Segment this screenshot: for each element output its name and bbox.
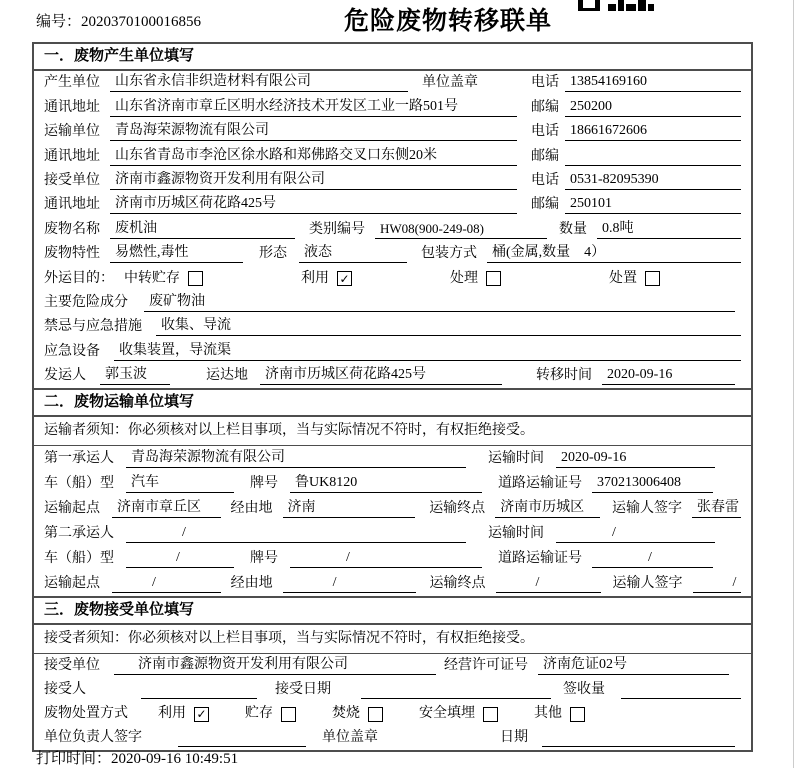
purpose-option-transit-storage [124,270,203,288]
transfer-time-value: 2020-09-16 [602,366,735,385]
disposal-option-label: 贮存 [245,706,273,722]
sign-qty-value [621,680,741,699]
measures-label: 禁忌与应急措施 [44,319,142,335]
carrier1-vehicle-row [34,471,751,496]
section2-title: 二．废物运输单位填写 [34,388,751,417]
carrier2-terminus-value: / [496,574,601,593]
section2-body [34,446,751,596]
producer-phone-value: 13854169160 [565,73,741,92]
carrier1-sign-value: 张春雷 [692,499,741,518]
terminus-label: 运输终点 [429,501,486,517]
producer-value: 山东省永信非织造材料有限公司 [110,73,408,92]
purpose-option-treatment [450,270,501,288]
category-label: 类别编号 [309,221,365,237]
carrier1-value: 青岛海荣源物流有限公司 [126,449,466,468]
receiver-address-value: 济南市历城区荷花路425号 [110,195,517,214]
plate-label: 牌号 [250,551,278,567]
disposal-option-landfill [419,705,498,723]
disposal-incineration-checkbox [368,707,383,722]
head-sign-value [178,728,306,747]
hazard-components-row [34,291,751,315]
carrier1-terminus-value: 济南市历城区 [495,499,600,518]
carrier2-row [34,521,751,546]
carrier2-route-row [34,571,751,596]
purpose-option-reuse [301,270,352,288]
reuse-checkbox: ✓ [337,271,352,286]
postcode-label: 邮编 [531,197,559,213]
transporter-value: 青岛海荣源物流有限公司 [110,122,517,141]
traits-value: 易燃性,毒性 [110,244,243,263]
carrier2-label: 第二承运人 [44,526,114,542]
receiver-row [34,169,751,193]
measures-value: 收集、导流 [156,317,741,336]
carrier1-via-value: 济南 [283,499,416,518]
purpose-option-disposal [609,270,660,288]
receiver-notice: 接受者须知：你必须核对以上栏目事项，当与实际情况不符时，有权拒绝接受。 [34,625,751,654]
receiver-postcode-group [531,195,741,214]
traits-label: 废物特性 [44,246,100,262]
section3-title: 三．废物接受单位填写 [34,596,751,625]
receiver-label: 接受单位 [44,172,100,188]
disposal-storage-checkbox [281,707,296,722]
producer-address-row [34,95,751,119]
address-label: 通讯地址 [44,148,100,164]
treatment-checkbox [486,271,501,286]
qr-code-fragment-icon [578,0,654,11]
acceptor-value [141,680,257,699]
origin-label: 运输起点 [44,501,100,517]
disposal-method-label: 废物处置方式 [44,706,128,722]
carrier2-origin-value: / [112,574,221,593]
shipper-row [34,364,751,388]
disposal-checkbox [645,271,660,286]
destination-value: 济南市历城区荷花路425号 [260,366,502,385]
disposal-option-label: 利用 [158,706,186,722]
vehicle-type-label: 车（船）型 [44,551,114,567]
transport-time-label: 运输时间 [488,526,544,542]
category-value: HW08(900-249-08) [375,220,547,239]
receiver-address-row [34,193,751,217]
disposal-option-reuse [158,705,209,723]
phone-label: 电话 [531,75,559,91]
producer-postcode-group [531,98,741,117]
transporter-address-row [34,144,751,168]
transfer-purpose-row [34,266,751,290]
sign-qty-label: 签收量 [563,682,605,698]
terminus-label: 运输终点 [429,576,486,592]
packaging-value: 桶(金属,数量 4） [487,244,741,263]
phone-label: 电话 [531,124,559,140]
carrier2-sign-value: / [693,574,741,593]
section1-body [34,71,751,388]
date-label: 日期 [500,730,528,746]
receiver-value: 济南市鑫源物资开发利用有限公司 [110,171,517,190]
waste-name-row [34,217,751,241]
packaging-label: 包装方式 [421,246,477,262]
phone-label: 电话 [531,172,559,188]
accepting-unit-value: 济南市鑫源物资开发利用有限公司 [114,656,436,675]
road-permit-label: 道路运输证号 [498,476,582,492]
shipper-value: 郭玉波 [100,366,170,385]
carrier2-road-permit-value: / [592,549,713,568]
page-right-edge [793,0,794,768]
carrier2-vehicle-row [34,546,751,571]
producer-phone-group [531,73,741,92]
acceptor-row [34,678,751,702]
accepting-unit-row [34,654,751,678]
carrier2-via-value: / [283,574,416,593]
receiver-phone-group [531,171,741,190]
hazard-value: 废矿物油 [144,293,735,312]
accept-date-label: 接受日期 [275,682,331,698]
disposal-option-label: 其他 [534,706,562,722]
disposal-option-other [534,705,585,723]
receiver-phone-value: 0531-82095390 [565,171,741,190]
postcode-label: 邮编 [531,99,559,115]
unit-seal-label: 单位盖章 [322,730,378,746]
carrier-sign-label: 运输人签字 [611,501,682,517]
plate-label: 牌号 [250,476,278,492]
acceptor-label: 接受人 [44,682,86,698]
disposal-option-incineration [332,705,383,723]
carrier1-road-permit-value: 370213006408 [592,474,713,493]
hazard-label: 主要危险成分 [44,294,128,310]
purpose-option-label: 处置 [609,270,637,286]
carrier1-origin-value: 济南市章丘区 [112,499,221,518]
permit-label: 经营许可证号 [444,658,528,674]
producer-postcode-value: 250200 [565,98,741,117]
disposal-reuse-checkbox: ✓ [194,707,209,722]
transit-storage-checkbox [188,271,203,286]
page-title: 危险废物转移联单 [343,8,552,35]
form-value: 液态 [299,244,407,263]
vehicle-type-label: 车（船）型 [44,476,114,492]
emergency-equipment-row [34,339,751,363]
producer-address-value: 山东省济南市章丘区明水经济技术开发区工业一路501号 [110,98,517,117]
transporter-phone-group [531,122,741,141]
transfer-time-label: 转移时间 [536,368,592,384]
equipment-value: 收集装置，导流渠 [114,342,741,361]
transport-time-label: 运输时间 [488,451,544,467]
transporter-address-value: 山东省青岛市李沧区徐水路和郑佛路交叉口东侧20米 [110,147,517,166]
receiver-postcode-value: 250101 [565,195,741,214]
producer-row [34,71,751,95]
origin-label: 运输起点 [44,576,100,592]
permit-value: 济南危证02号 [538,656,729,675]
seal-label: 单位盖章 [422,75,478,91]
transporter-notice: 运输者须知：你必须核对以上栏目事项，当与实际情况不符时，有权拒绝接受。 [34,417,751,446]
road-permit-label: 道路运输证号 [498,551,582,567]
transporter-row [34,120,751,144]
waste-name-label: 废物名称 [44,221,100,237]
purpose-option-label: 处理 [450,270,478,286]
via-label: 经由地 [230,576,273,592]
shipper-label: 发运人 [44,368,86,384]
print-time-line [36,747,238,768]
purpose-option-label: 利用 [301,270,329,286]
carrier1-row [34,446,751,471]
transporter-label: 运输单位 [44,124,100,140]
quantity-label: 数量 [559,221,587,237]
carrier-sign-label: 运输人签字 [612,576,683,592]
document-header [0,0,796,42]
head-sign-label: 单位负责人签字 [44,730,142,746]
destination-label: 运达地 [206,368,248,384]
carrier2-value: / [126,524,466,543]
disposal-option-label: 焚烧 [332,706,360,722]
waste-name-value: 废机油 [110,220,295,239]
accepting-unit-label: 接受单位 [44,658,100,674]
transfer-form [32,42,753,752]
transporter-phone-value: 18661672606 [565,122,741,141]
emergency-measures-row [34,315,751,339]
address-label: 通讯地址 [44,99,100,115]
carrier1-label: 第一承运人 [44,451,114,467]
date-value [542,728,735,747]
producer-label: 产生单位 [44,75,100,91]
carrier2-time-value: / [556,524,715,543]
section1-title: 一．废物产生单位填写 [34,44,751,71]
purpose-option-label: 中转贮存 [124,270,180,286]
transporter-postcode-group [531,147,741,166]
print-time-label: 打印时间： [36,751,112,767]
carrier1-plate-value: 鲁UK8120 [290,474,482,493]
accept-date-value [361,680,551,699]
postcode-label: 邮编 [531,148,559,164]
serial-label: 编号： [36,14,82,30]
print-time-value: 2020-09-16 10:49:51 [111,751,239,767]
form-label: 形态 [259,246,287,262]
section3-body [34,654,751,750]
carrier2-vehicle-value: / [126,549,234,568]
via-label: 经由地 [230,501,273,517]
carrier2-plate-value: / [290,549,482,568]
carrier1-time-value: 2020-09-16 [556,449,715,468]
quantity-value: 0.8吨 [597,220,741,239]
serial-number: 2020370100016856 [81,14,202,30]
carrier1-route-row [34,496,751,521]
disposal-method-row [34,702,751,726]
disposal-option-label: 安全填埋 [419,706,475,722]
disposal-landfill-checkbox [483,707,498,722]
equipment-label: 应急设备 [44,343,100,359]
transporter-postcode-value [565,147,741,166]
waste-traits-row [34,242,751,266]
disposal-option-storage [245,705,296,723]
purpose-label: 外运目的： [44,270,114,286]
address-label: 通讯地址 [44,197,100,213]
disposal-other-checkbox [570,707,585,722]
carrier1-vehicle-value: 汽车 [126,474,234,493]
